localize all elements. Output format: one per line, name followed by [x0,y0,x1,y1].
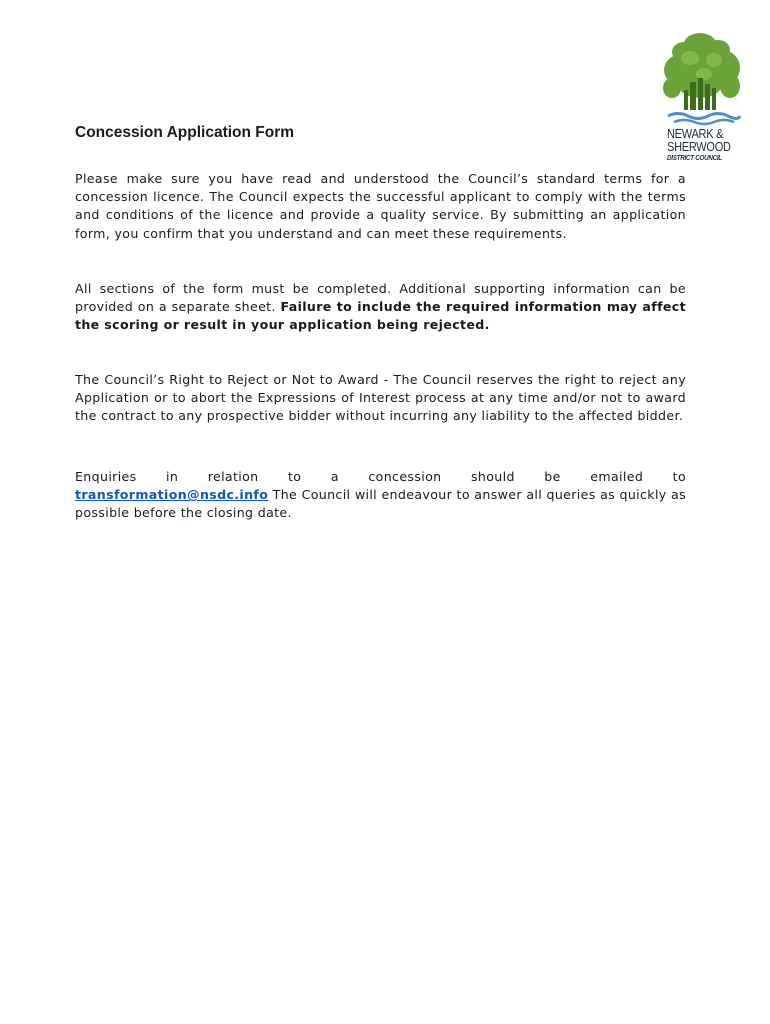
logo-line-sherwood: SHERWOOD [667,139,731,154]
enquiries-rest: The Council will endeavour to answer all queries as quickly as possible before the closing date. [75,487,686,521]
council-logo [660,32,744,168]
tree-icon [660,32,744,128]
requirements-warning: Failure to include the required information may affect the scoring or result in your application being rejected. [75,299,686,333]
requirements-text: All sections of the form must be completed. Additional supporting information can be provided on a separate sheet. [75,281,686,315]
intro-paragraph: Please make sure you have read and understood the Council’s standard terms for a concession licence. The Council expects the successful applicant to comply with the terms and conditions of the licence and provide a quality service. By submitting an application form, you confirm that you understand and can meet these requirements. [75,171,686,241]
page-title: Concession Application Form [75,124,295,141]
logo-text [667,128,747,163]
logo-line-newark: NEWARK & [667,127,724,141]
right-to-reject-paragraph: The Council’s Right to Reject or Not to Award - The Council reserves the right to reject any Application or to abort the Expressions of Interest process at any time and/or not to award the contract to any prospective bidder without incurring any liability to the affected bidder. [75,372,686,424]
requirements-paragraph [75,280,686,335]
logo-line-district-council: DISTRICT COUNCIL [667,153,722,162]
enquiries-intro: Enquiries in relation to a concession should be emailed to [75,469,686,484]
email-link[interactable]: transformation@nsdc.info [75,487,269,503]
enquiries-paragraph [75,468,686,523]
